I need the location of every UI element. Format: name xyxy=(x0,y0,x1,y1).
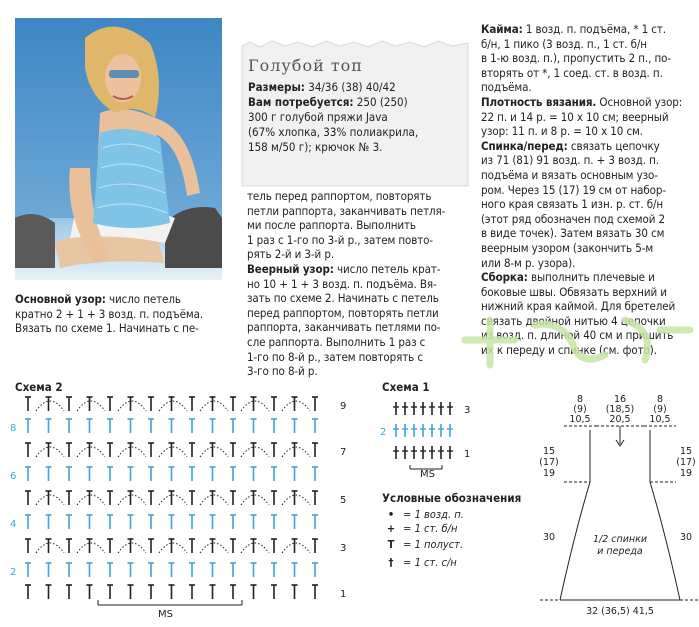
double-crochet-icon: † xyxy=(388,556,394,569)
model-photo xyxy=(15,18,222,280)
svg-text:15: 15 xyxy=(679,446,693,457)
green-watermark-decoration xyxy=(455,310,695,370)
scheme1-ms-label: MS xyxy=(420,469,435,480)
needs-line-4: 158 м/50 г); крючок № 3. xyxy=(248,140,383,154)
scheme2-fan xyxy=(282,495,310,505)
scheme2-row-number: 3 xyxy=(340,543,347,554)
scheme2-fan xyxy=(159,495,187,505)
right-line: ного края связать 1 изн. р. ст. б/н xyxy=(481,197,664,212)
basic-pattern-text xyxy=(15,292,225,336)
right-line: из 71 (81) 91 возд. п. + 3 возд. п. xyxy=(481,153,659,168)
scheme2-row-number: 9 xyxy=(340,401,347,412)
mid-line: перед раппортом, повторять петли xyxy=(247,305,439,320)
mid-line: но 10 + 1 + 3 возд. п. подъёма. Вя- xyxy=(247,276,437,291)
scheme2-row-number: 8 xyxy=(10,423,17,434)
pattern-shape-diagram xyxy=(530,392,698,622)
svg-text:30: 30 xyxy=(679,532,693,543)
mid-line: тель перед раппортом, повторять xyxy=(247,189,432,203)
right-line: вторять от *, 1 соед. ст. в возд. п. xyxy=(481,65,663,80)
sizes-line: Размеры: 34/36 (38) 40/42 xyxy=(248,80,396,94)
right-line-heading: Сборка: выполнить плечевые и xyxy=(481,270,655,285)
right-line-heading: Плотность вязания. Основной узор: xyxy=(481,94,683,109)
scheme2-fan xyxy=(282,447,310,457)
mid-line: 1 раз с 1-го по 3-й р., затем повто- xyxy=(247,232,434,247)
scheme2-fan xyxy=(241,447,269,457)
svg-text:32 (36,5) 41,5: 32 (36,5) 41,5 xyxy=(586,606,654,617)
scheme2-fan xyxy=(159,543,187,553)
right-line: (этот ряд обозначен под схемой 2 xyxy=(481,211,666,226)
scheme2-fan xyxy=(159,401,187,411)
scheme2-fan xyxy=(200,543,228,553)
mid-line: рять 2-й и 3-й р. xyxy=(247,247,335,262)
mid-line: ми после раппорта. Выполнить xyxy=(247,218,416,233)
svg-text:30: 30 xyxy=(542,532,556,543)
scheme2-fan xyxy=(241,543,269,553)
svg-text:(17): (17) xyxy=(676,457,696,468)
svg-text:(9): (9) xyxy=(573,404,587,415)
legend-item-chain: • = 1 возд. п. xyxy=(382,508,464,521)
scheme1-title: Схема 1 xyxy=(382,380,430,394)
scheme2-fan xyxy=(118,495,146,505)
scheme2-row-number: 6 xyxy=(10,471,17,482)
svg-text:(18,5): (18,5) xyxy=(605,404,635,415)
scheme2-fan xyxy=(77,495,105,505)
svg-text:16: 16 xyxy=(613,394,627,405)
scheme2-fan xyxy=(200,447,228,457)
right-line: связать двойной нитью 4 цепочки xyxy=(481,313,666,328)
mid-line: 1-го по 8-й р., затем повторять с xyxy=(247,349,423,364)
scheme2-fan xyxy=(36,495,64,505)
scheme2-fan xyxy=(241,495,269,505)
legend-item-half-double: T = 1 полуст. xyxy=(382,538,463,551)
right-line-heading: Кайма: 1 возд. п. подъёма, * 1 ст. xyxy=(481,22,666,36)
scheme2-ms-label: MS xyxy=(158,609,173,620)
needs-line-2: 300 г голубой пряжи Java xyxy=(248,110,388,124)
svg-text:и переда: и переда xyxy=(597,546,643,557)
svg-text:1/2 спинки: 1/2 спинки xyxy=(592,534,648,545)
right-line: веерным узором (закончить 5-м xyxy=(481,240,654,255)
scheme2-fan xyxy=(77,401,105,411)
svg-text:(9): (9) xyxy=(653,404,667,415)
right-line-heading: Спинка/перед: связать цепочку xyxy=(481,138,660,153)
chain-stitch-icon: • xyxy=(387,508,395,521)
mid-line-heading: Веерный узор: число петель крат- xyxy=(247,261,441,276)
basic-line-heading: Основной узор: число петель xyxy=(15,292,181,306)
scheme1-row-number: 2 xyxy=(380,427,387,438)
mid-line: зать по схеме 2. Начинать с петель xyxy=(247,291,439,306)
right-line: в 1-ю возд. п.), пропустить 2 п., по- xyxy=(481,51,672,66)
basic-line: Вязать по схеме 1. Начинать с пе- xyxy=(15,321,199,336)
scheme1-row-number: 3 xyxy=(464,405,471,416)
mid-line: 3-го по 8-й р. xyxy=(247,364,318,379)
scheme2-fan xyxy=(118,543,146,553)
scheme2-fan xyxy=(282,543,310,553)
right-line: 22 п. и 14 р. = 10 х 10 см; веерный xyxy=(481,109,669,124)
svg-text:20,5: 20,5 xyxy=(609,414,631,425)
middle-text-column xyxy=(247,189,469,379)
svg-text:19: 19 xyxy=(679,468,693,479)
scheme2-fan xyxy=(118,447,146,457)
scheme2-row-number: 4 xyxy=(10,519,17,530)
right-line: нижний края каймой. Для бретелей xyxy=(481,299,676,314)
legend-item-double: † = 1 ст. с/н xyxy=(382,556,457,569)
right-line: их к переду и спинке (см. фото). xyxy=(481,343,657,358)
needs-line: Вам потребуется: 250 (250) xyxy=(248,95,408,109)
right-line: в виде точек). Затем вязать 30 см xyxy=(481,226,665,241)
right-line: или 8-м р. узора). xyxy=(481,255,576,270)
legend-item-single-crochet: + = 1 ст. б/н xyxy=(382,522,457,535)
scheme2-fan xyxy=(241,401,269,411)
scheme2-title: Схема 2 xyxy=(15,380,63,394)
scheme2-fan xyxy=(200,495,228,505)
scheme2-fan xyxy=(159,447,187,457)
right-text-column xyxy=(481,22,695,358)
scheme2-fan xyxy=(36,447,64,457)
right-line: подъёма и вязать основным узо- xyxy=(481,167,658,182)
svg-text:8: 8 xyxy=(576,394,584,405)
scheme2-row-number: 1 xyxy=(340,589,347,600)
scheme1-diagram xyxy=(380,395,480,480)
right-line: из возд. п. длиной 40 см и пришить xyxy=(481,328,674,343)
mid-line: сле раппорта. Выполнить 1 раз с xyxy=(247,334,426,349)
scheme2-fan xyxy=(200,401,228,411)
scheme2-row-number: 7 xyxy=(340,447,347,458)
right-line: боковые швы. Обвязать верхний и xyxy=(481,284,667,299)
scheme1-row-number: 1 xyxy=(464,449,471,460)
scheme2-fan xyxy=(77,447,105,457)
legend-title: Условные обозначения xyxy=(382,491,522,505)
half-double-crochet-icon: T xyxy=(387,538,395,551)
page-title: Голубой топ xyxy=(248,56,363,75)
scheme2-fan xyxy=(282,401,310,411)
scheme2-diagram xyxy=(10,395,355,620)
svg-text:(17): (17) xyxy=(539,457,559,468)
svg-text:19: 19 xyxy=(542,468,556,479)
scheme2-fan xyxy=(36,401,64,411)
right-line: узор: 11 п. и 8 р. = 10 х 10 см. xyxy=(481,124,643,139)
scheme2-fan xyxy=(36,543,64,553)
right-line: подъёма. xyxy=(481,80,532,95)
single-crochet-icon: + xyxy=(386,522,396,535)
right-line: б/н, 1 пико (3 возд. п., 1 ст. б/н xyxy=(481,36,647,51)
mid-line: раппорта, заканчивать петлями по- xyxy=(247,320,441,335)
scheme2-fan xyxy=(77,543,105,553)
svg-text:10,5: 10,5 xyxy=(569,414,591,425)
basic-line: кратно 2 + 1 + 3 возд. п. подъёма. xyxy=(15,306,204,321)
title-card xyxy=(240,38,470,188)
scheme2-row-number: 5 xyxy=(340,495,347,506)
needs-line-3: (67% хлопка, 33% полиакрила, xyxy=(248,125,419,139)
svg-text:8: 8 xyxy=(656,394,664,405)
right-line: ром. Через 15 (17) 19 см от набор- xyxy=(481,182,667,197)
svg-text:10,5: 10,5 xyxy=(649,414,671,425)
mid-line: петли раппорта, заканчивать петля- xyxy=(247,203,446,218)
svg-text:15: 15 xyxy=(542,446,556,457)
scheme2-fan xyxy=(118,401,146,411)
scheme2-row-number: 2 xyxy=(10,567,17,578)
